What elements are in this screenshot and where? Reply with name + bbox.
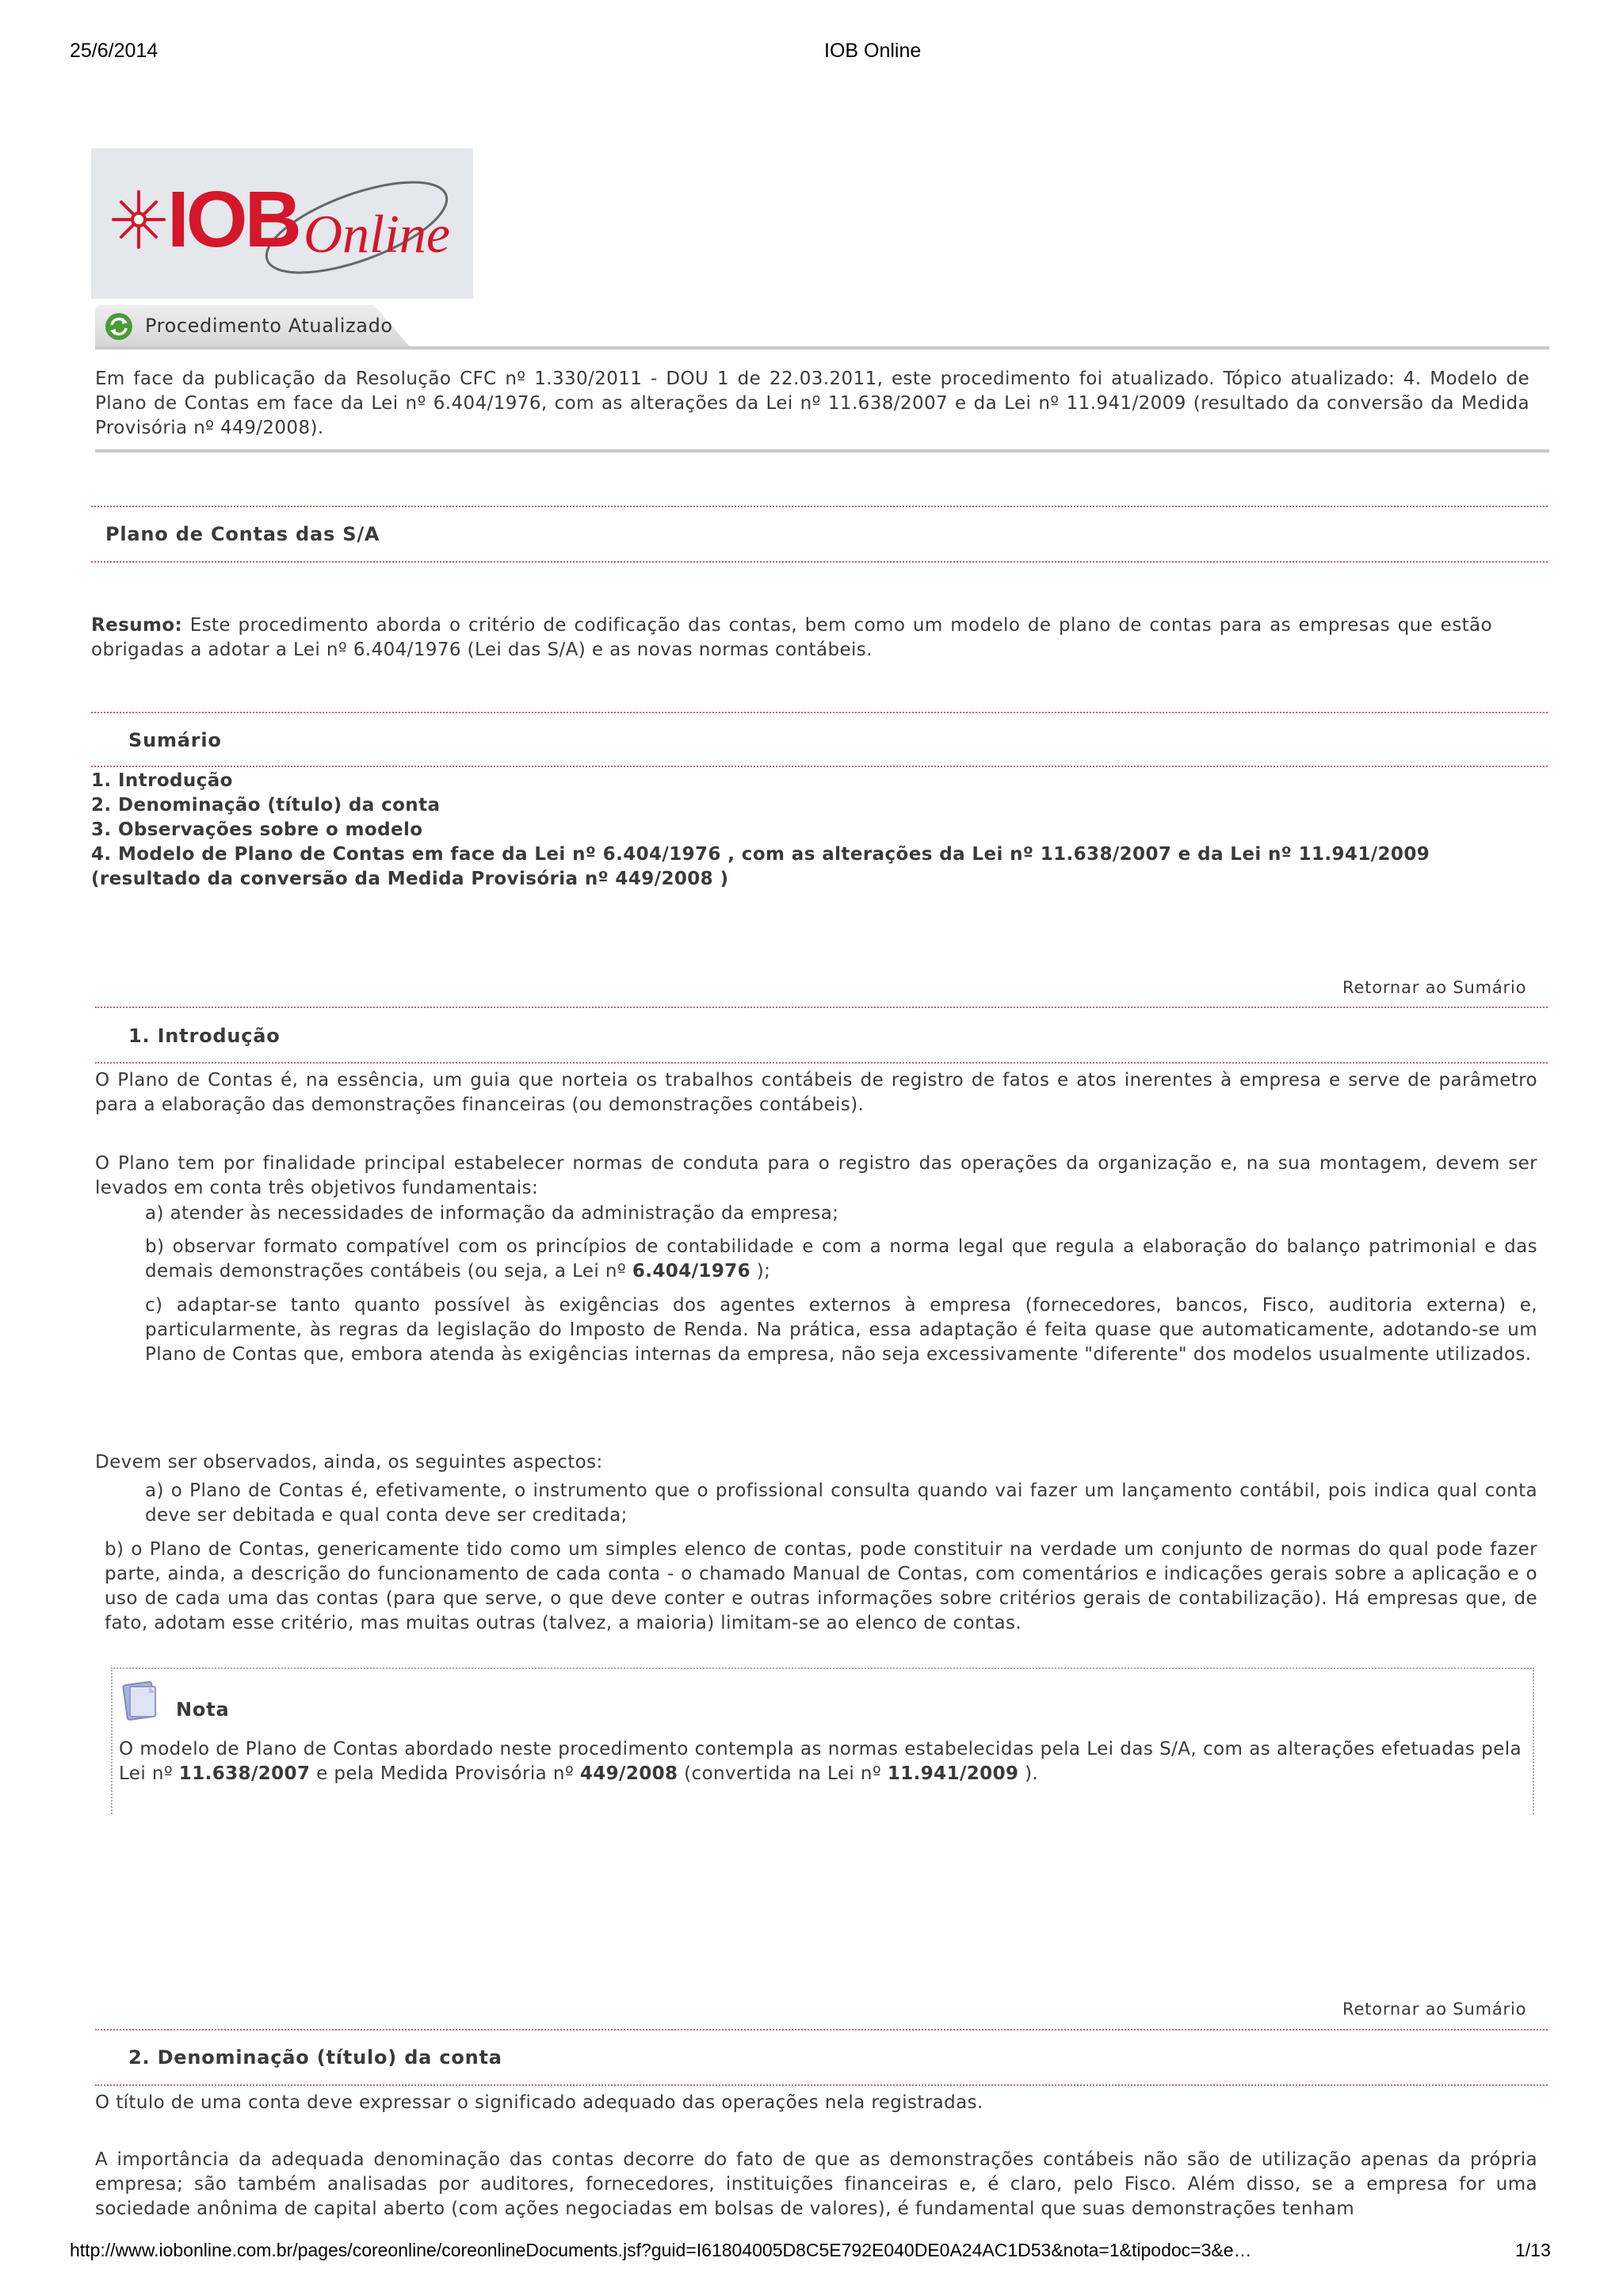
sumario-link-introducao[interactable]: 1. Introdução <box>91 770 233 791</box>
section1-item-b <box>145 1235 1537 1284</box>
sumario-link-observacoes[interactable]: 3. Observações sobre o modelo <box>91 819 423 840</box>
page-number: 1/13 <box>1515 2240 1551 2260</box>
section1-paragraph-1: O Plano de Contas é, na essência, um guia que norteia os trabalhos contábeis de registro de fatos e atos inerentes à empresa e serve de parâmetro para a elaboração das demonstrações financeiras (ou demonstrações contábeis). <box>95 1070 1537 1115</box>
print-date: 25/6/2014 <box>70 40 158 62</box>
section2-paragraph-2: A importância da adequada denominação das contas decorre do fato de que as demonstrações contábeis não são de utilização apenas da própria empresa; são também analisadas por auditores, fornecedores, instituições financeiras e, é claro, pelo Fisco. Além disso, se a empresa for uma sociedade anônima de capital aberto (com ações negociadas em bolsas de valores), é fundamental que suas demonstrações tenham <box>95 2149 1537 2219</box>
return-to-sumario-link[interactable]: Retornar ao Sumário <box>1342 978 1527 997</box>
section1-item-c: c) adaptar-se tanto quanto possível às exigências dos agentes externos à empresa (fornecedores, bancos, Fisco, auditoria externa) e, particularmente, às regras da legislação do Imposto de Renda. Na prática, essa adaptação é feita quase que automaticamente, adotando-se um Plano de Contas que, embora atenda às exigências internas da empresa, não seja excessivamente "diferente" dos modelos usualmente utilizados. <box>145 1295 1537 1365</box>
print-url: http://www.iobonline.com.br/pages/coreonline/coreonlineDocuments.jsf?guid=I61804005D8C5E792E040DE0A24AC1D53&nota=1&tipodoc=3&e… <box>70 2240 1252 2260</box>
print-title: IOB Online <box>824 40 922 62</box>
section1-aspect-b: b) o Plano de Contas, genericamente tido como um simples elenco de contas, pode constituir na verdade um conjunto de normas do qual pode fazer parte, ainda, a descrição do funcionamento de cada conta - o chamado Manual de Contas, com comentários e indicações gerais sobre a aplicação e o uso de cada uma das contas (para que serve, o que deve conter e outras informações sobre critérios gerais de contabilização). Há empresas que, de fato, adotam esse critério, mas muitas outras (talvez, a maioria) limitam-se ao elenco de contas. <box>105 1539 1537 1633</box>
refresh-icon <box>104 311 134 342</box>
resumo-paragraph <box>91 613 1492 663</box>
update-notice: Em face da publicação da Resolução CFC nº 1.330/2011 - DOU 1 de 22.03.2011, este procedimento foi atualizado. Tópico atualizado: 4. Modelo de Plano de Contas em face da Lei nº 6.404/1976, com as alterações da Lei nº 11.638/2007 e da Lei nº 11.941/2009 (resultado da conversão da Medida Provisória nº 449/2008). <box>95 369 1529 438</box>
sumario-rule-bottom <box>91 766 1548 767</box>
return-to-sumario-link-2[interactable]: Retornar ao Sumário <box>1342 2000 1527 2019</box>
section1-paragraph-2: O Plano tem por finalidade principal estabelecer normas de conduta para o registro das operações da organização e, na sua montagem, devem ser levados em conta três objetivos fundamentais: <box>95 1153 1537 1198</box>
nota-text-1: O modelo de Plano de Contas abordado neste procedimento contempla as normas estabelecidas pela Lei das S/A, com as alterações efetuadas pela Lei nº <box>119 1739 1522 1784</box>
nota-text-3: (convertida na Lei nº <box>678 1763 888 1784</box>
logo-iob-text: IOB <box>167 175 299 264</box>
section1-item-b-text: b) observar formato compatível com os princípios de contabilidade e com a norma legal que regula a elaboração do balanço patrimonial e das demais demonstrações contábeis (ou seja, a Lei nº <box>145 1236 1537 1282</box>
title-rule-top <box>91 506 1548 507</box>
nota-law-2: 11.941/2009 <box>887 1763 1019 1784</box>
nota-text-4: ). <box>1018 1763 1039 1784</box>
logo-online-text: Online <box>304 204 451 264</box>
section1-rule-bottom <box>95 1062 1548 1064</box>
sumario-title: Sumário <box>128 729 222 751</box>
sumario-link-denominacao[interactable]: 2. Denominação (título) da conta <box>91 795 441 816</box>
section2-rule-bottom <box>95 2084 1548 2086</box>
document-title: Plano de Contas das S/A <box>105 523 380 545</box>
section1-item-a: a) atender às necessidades de informação da administração da empresa; <box>145 1203 839 1224</box>
nota-text <box>119 1737 1522 1786</box>
resumo-text: Este procedimento aborda o critério de codificação das contas, bem como um modelo de plano de contas para as empresas que estão obrigadas a adotar a Lei nº 6.404/1976 (Lei das S/A) e as novas normas contábeis. <box>91 615 1492 660</box>
tab-divider <box>95 346 1549 350</box>
section1-title: 1. Introdução <box>128 1025 281 1047</box>
section2-title: 2. Denominação (título) da conta <box>128 2046 502 2069</box>
update-tab-label: Procedimento Atualizado <box>145 315 393 337</box>
section1-paragraph-3: Devem ser observados, ainda, os seguintes aspectos: <box>95 1452 603 1473</box>
sumario-rule-top <box>91 712 1548 713</box>
sumario-link-modelo[interactable]: 4. Modelo de Plano de Contas em face da Lei nº 6.404/1976 , com as alterações da Lei nº 11.638/2007 e da Lei nº 11.941/2009 (resultado da conversão da Medida Provisória nº 449/2008 ) <box>91 844 1430 889</box>
nota-title: Nota <box>176 1698 230 1721</box>
section1-item-b-law: 6.404/1976 <box>632 1261 751 1282</box>
nota-mp: 449/2008 <box>579 1763 678 1784</box>
section2-paragraph-1: O título de uma conta deve expressar o significado adequado das operações nela registradas. <box>95 2092 983 2113</box>
section1-aspect-a: a) o Plano de Contas é, efetivamente, o instrumento que o profissional consulta quando vai fazer um lançamento contábil, pois indica qual conta deve ser debitada e qual conta deve ser creditada; <box>145 1480 1537 1526</box>
section2-rule-top <box>95 2029 1548 2030</box>
section1-item-b-end: ); <box>750 1261 771 1282</box>
note-paper-icon <box>120 1680 162 1721</box>
section1-rule-top <box>95 1007 1548 1008</box>
sumario-list <box>91 769 1438 892</box>
title-rule-bottom <box>91 561 1548 563</box>
iob-online-logo <box>91 148 473 299</box>
resumo-label: Resumo: <box>91 615 183 636</box>
nota-law-1: 11.638/2007 <box>178 1763 311 1784</box>
nota-text-2: e pela Medida Provisória nº <box>310 1763 580 1784</box>
notice-divider <box>95 449 1549 453</box>
